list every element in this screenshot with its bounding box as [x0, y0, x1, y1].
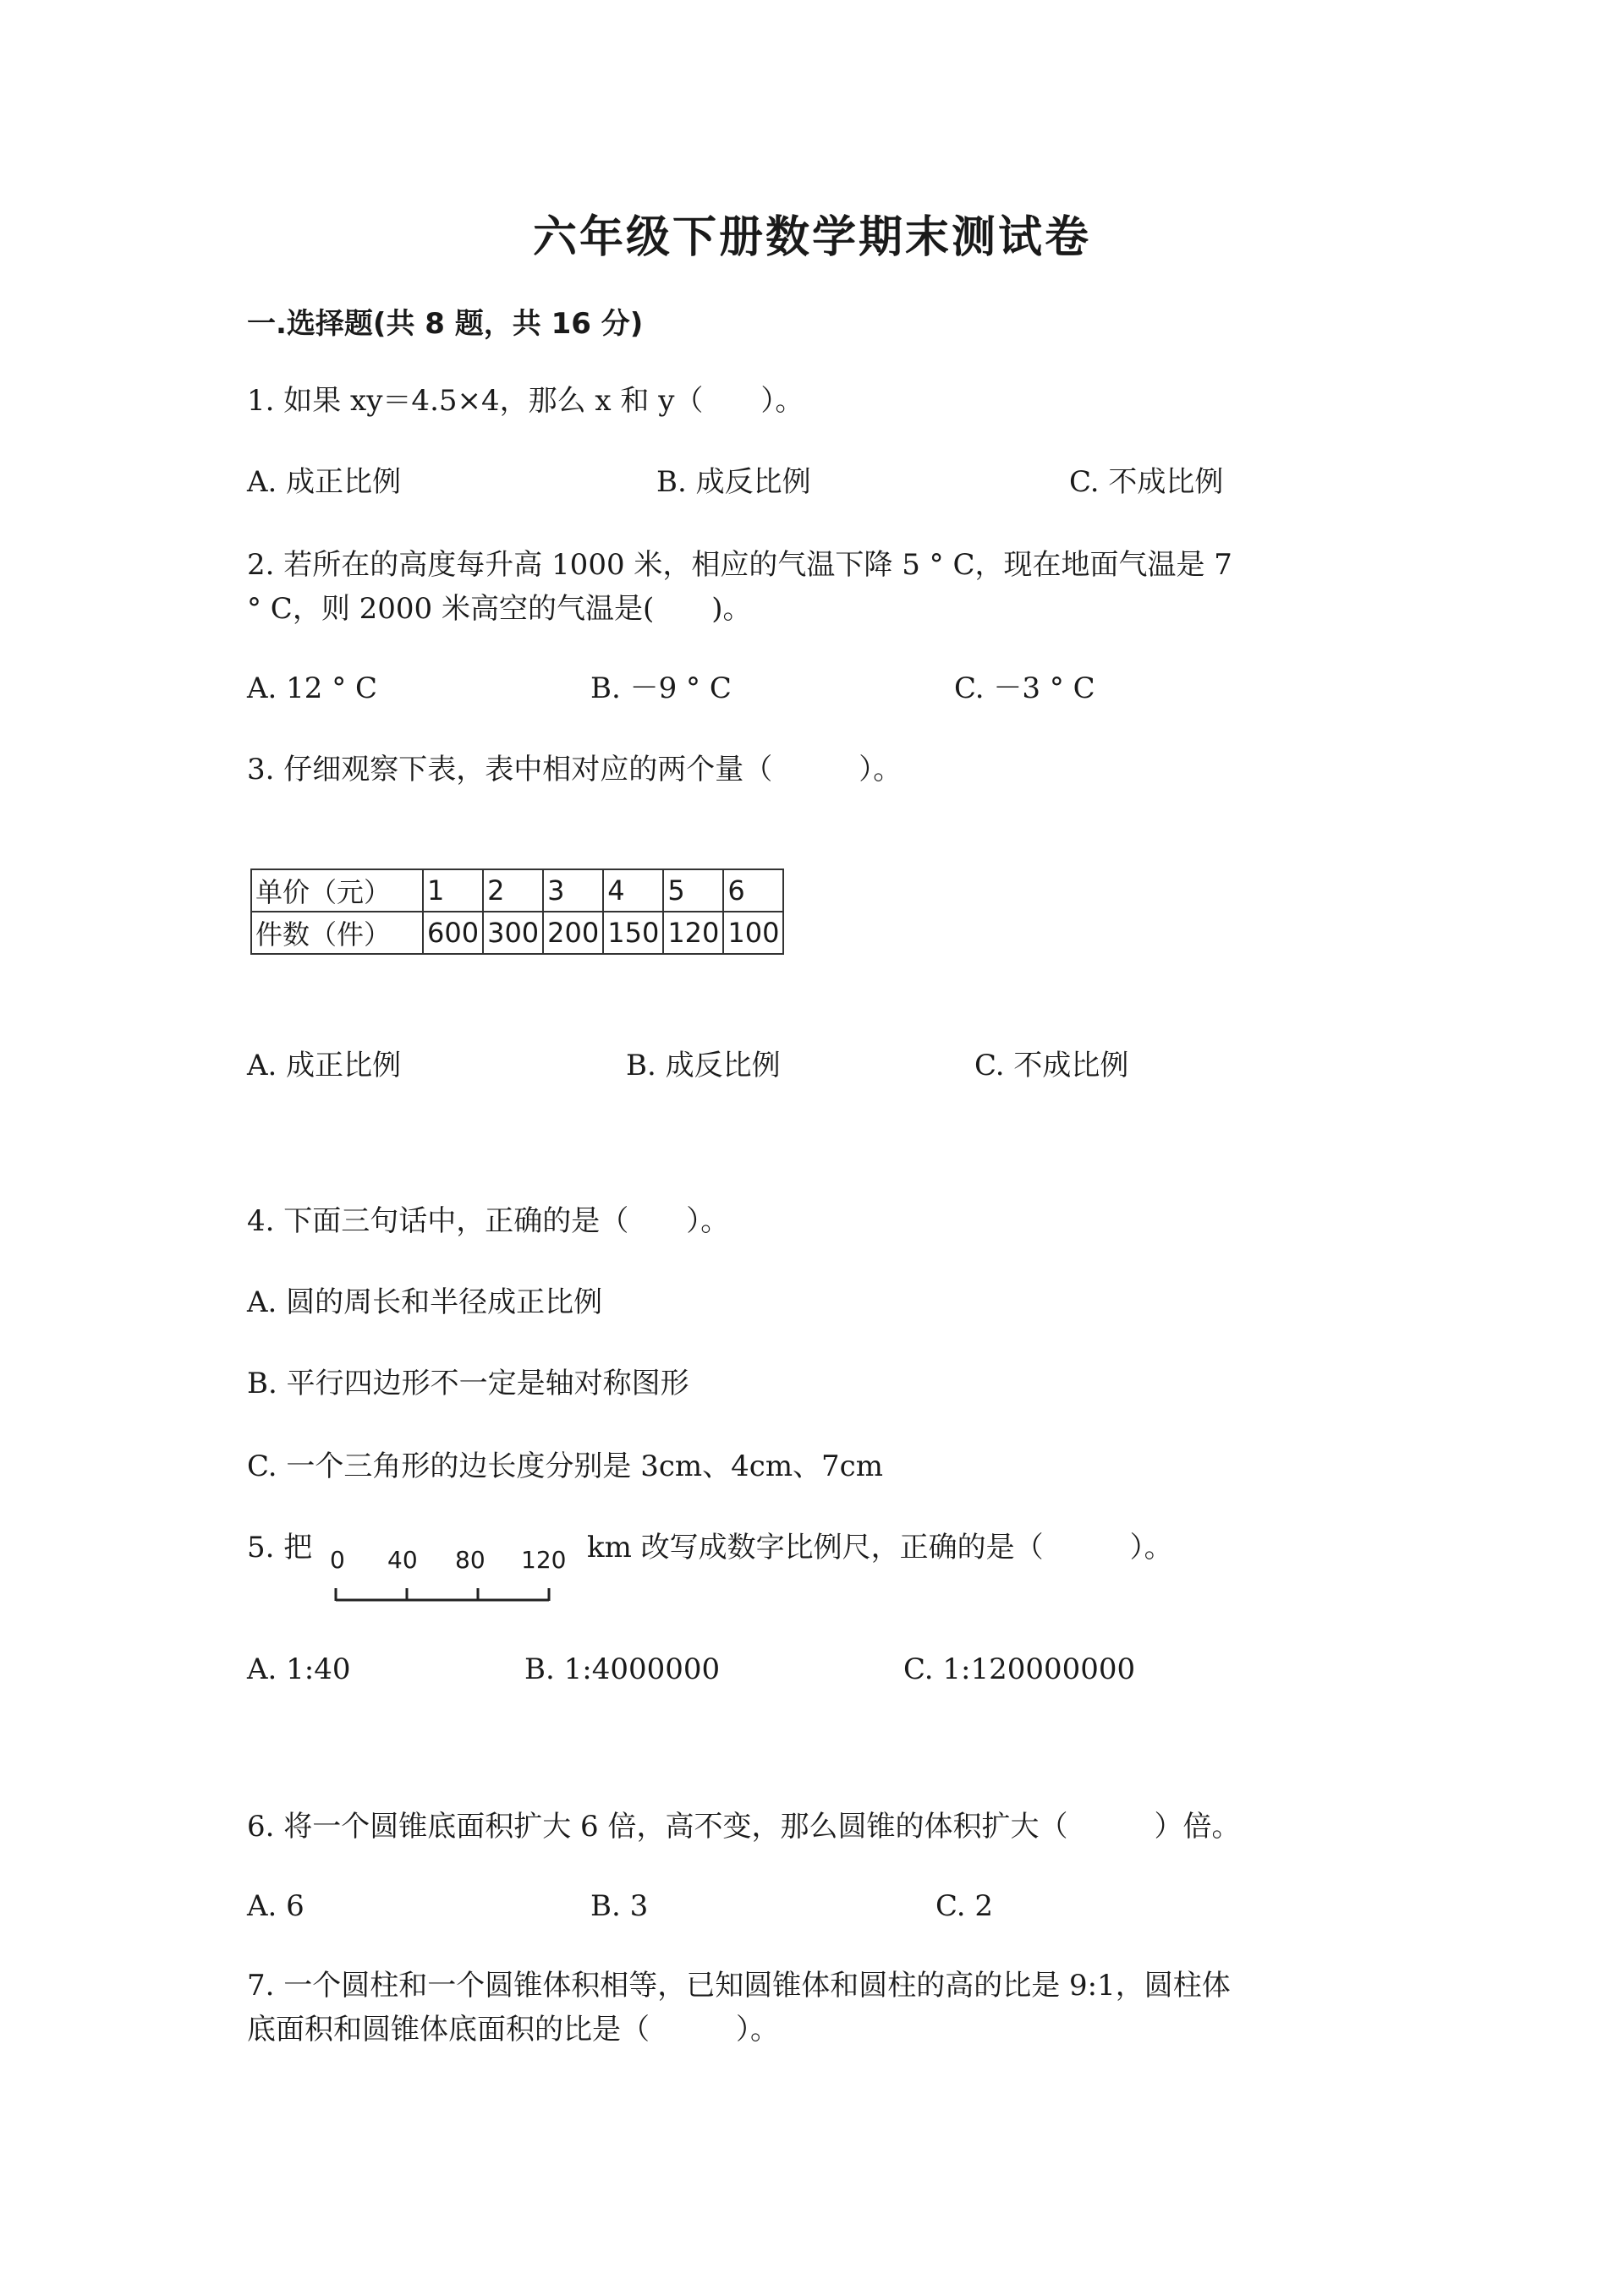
table-cell: 100 — [723, 912, 783, 954]
table-cell: 2 — [483, 869, 543, 912]
scale-label: 0 — [330, 1546, 345, 1574]
price-quantity-table — [250, 869, 784, 955]
q4-option-c: C. 一个三角形的边长度分别是 3cm、4cm、7cm — [247, 1449, 883, 1483]
q1-option-c: C. 不成比例 — [1069, 465, 1224, 499]
q3-option-a: A. 成正比例 — [247, 1049, 402, 1082]
question-2-line-1: 2. 若所在的高度每升高 1000 米，相应的气温下降 5 ° C，现在地面气温是 7 — [247, 548, 1232, 582]
scale-label: 80 — [455, 1546, 486, 1574]
q3-option-b: B. 成反比例 — [626, 1049, 781, 1082]
question-5-suffix: km 改写成数字比例尺，正确的是（ ）。 — [587, 1531, 1173, 1564]
table-row-header: 单价（元） — [251, 869, 423, 912]
q2-option-c: C. －3 ° C — [954, 671, 1095, 705]
table-row — [251, 869, 783, 912]
table-cell: 120 — [663, 912, 723, 954]
line-scale-bar — [328, 1546, 573, 1614]
scale-ruler — [328, 1581, 573, 1607]
table-cell: 300 — [483, 912, 543, 954]
q1-option-a: A. 成正比例 — [247, 465, 402, 499]
table-cell: 600 — [423, 912, 483, 954]
table-cell: 3 — [543, 869, 603, 912]
scale-label: 120 — [521, 1546, 567, 1574]
table-row — [251, 912, 783, 954]
q4-option-b: B. 平行四边形不一定是轴对称图形 — [247, 1367, 689, 1400]
question-6: 6. 将一个圆锥底面积扩大 6 倍，高不变，那么圆锥的体积扩大（ ）倍。 — [247, 1810, 1241, 1844]
q4-option-a: A. 圆的周长和半径成正比例 — [247, 1285, 603, 1319]
q5-option-c: C. 1:120000000 — [903, 1652, 1136, 1686]
q6-option-a: A. 6 — [247, 1889, 304, 1923]
question-7-line-1: 7. 一个圆柱和一个圆锥体积相等，已知圆锥体和圆柱的高的比是 9:1，圆柱体 — [247, 1969, 1231, 2003]
table-cell: 5 — [663, 869, 723, 912]
question-5-prefix: 5. 把 — [247, 1531, 313, 1564]
scale-label: 40 — [387, 1546, 418, 1574]
q6-option-b: B. 3 — [590, 1889, 649, 1923]
q2-option-b: B. －9 ° C — [590, 671, 732, 705]
q1-option-b: B. 成反比例 — [656, 465, 811, 499]
table-row-header: 件数（件） — [251, 912, 423, 954]
q5-option-a: A. 1:40 — [247, 1652, 351, 1686]
table-cell: 1 — [423, 869, 483, 912]
question-4: 4. 下面三句话中，正确的是（ ）。 — [247, 1204, 730, 1238]
table-cell: 6 — [723, 869, 783, 912]
q5-option-b: B. 1:4000000 — [524, 1652, 721, 1686]
question-1: 1. 如果 xy＝4.5×4，那么 x 和 y（ ）。 — [247, 384, 804, 418]
table-cell: 200 — [543, 912, 603, 954]
question-3: 3. 仔细观察下表，表中相对应的两个量（ ）。 — [247, 753, 903, 786]
q6-option-c: C. 2 — [935, 1889, 994, 1923]
table-cell: 150 — [603, 912, 663, 954]
q2-option-a: A. 12 ° C — [247, 671, 378, 705]
page-title: 六年级下册数学期末测试卷 — [532, 212, 1091, 263]
q3-option-c: C. 不成比例 — [974, 1049, 1129, 1082]
section-heading: 一.选择题(共 8 题，共 16 分) — [247, 307, 644, 341]
table-cell: 4 — [603, 869, 663, 912]
question-7-line-2: 底面积和圆锥体底面积的比是（ ）。 — [247, 2013, 779, 2047]
question-2-line-2: ° C，则 2000 米高空的气温是( )。 — [247, 592, 752, 626]
